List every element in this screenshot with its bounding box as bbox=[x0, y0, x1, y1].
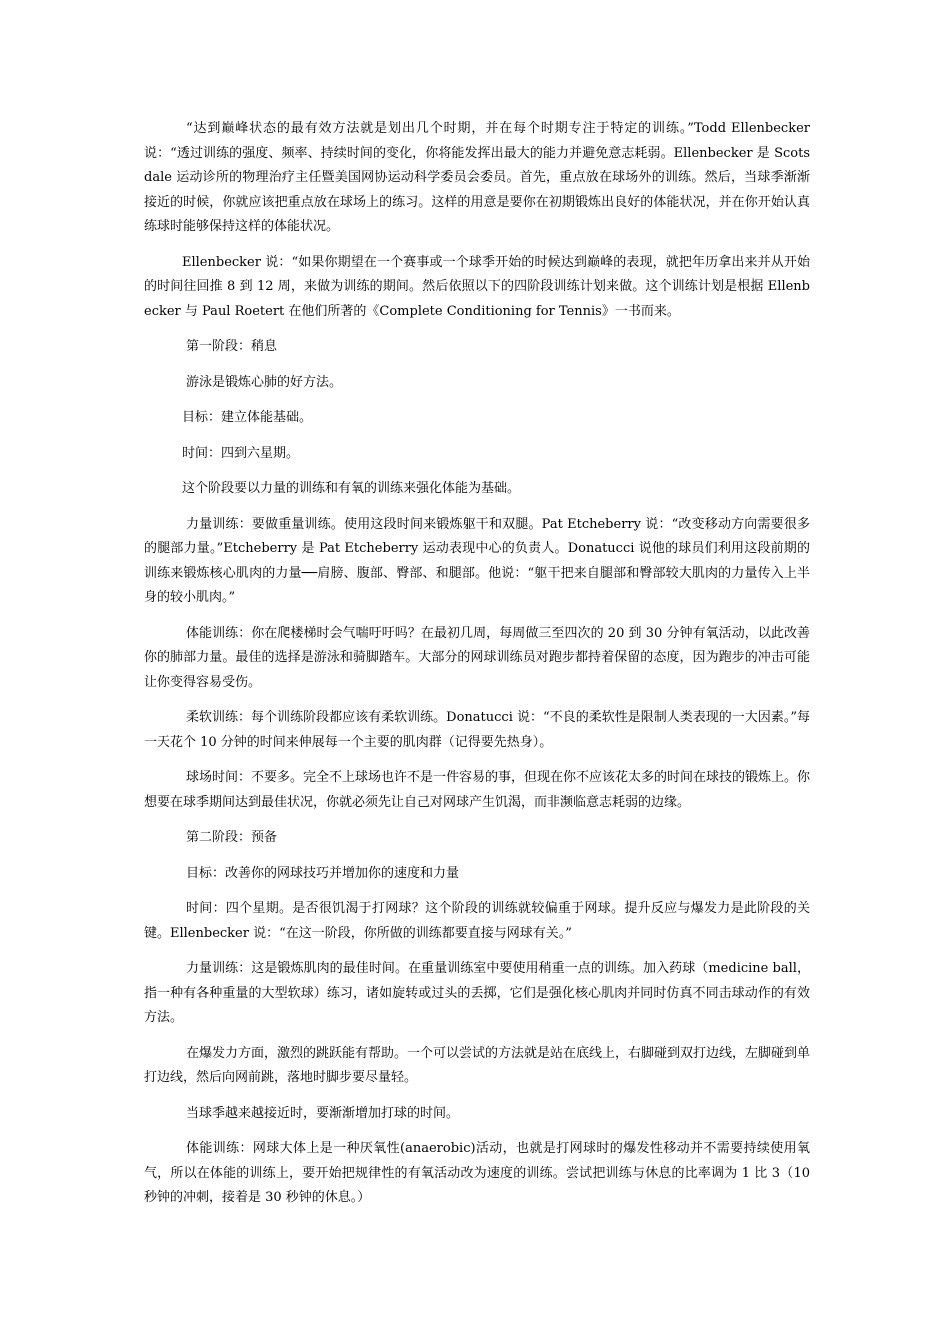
heading-phase-two: 第二阶段：预备 bbox=[186, 830, 278, 845]
paragraph-phase-one-conditioning: 体能训练：你在爬楼梯时会气喘吁吁吗？在最初几周，每周做三至四次的 20 到 30 分钟有氧活动，以此改善你的肺部力量。最佳的选择是游泳和骑脚踏车。大部分的网球训练员对跑步都持着保留的态度，因为跑步的冲击可能让你变得容易受伤。 bbox=[144, 625, 810, 690]
paragraph-intro-periodization: “达到巅峰状态的最有效方法就是划出几个时期，并在每个时期专注于特定的训练。”Todd Ellenbecker 说：“透过训练的强度、频率、持续时间的变化，你将能发挥出最大的能力并避免意志耗弱。Ellenbecker 是 Scotsdale 运动诊所的物理治疗主任暨美国网协运动科学委员会委员。首先，重点放在球场外的训练。然后，当球季渐渐接近的时候，你就应该把重点放在球场上的练习。这样的用意是要你在初期锻炼出良好的体能状况，并在你开始认真练球时能够保持这样的体能状况。 bbox=[144, 121, 810, 234]
paragraph-phase-one-court-time: 球场时间：不要多。完全不上球场也许不是一件容易的事，但现在你不应该花太多的时间在球技的锻炼上。你想要在球季期间达到最佳状况，你就必须先让自己对网球产生饥渴，而非濒临意志耗弱的边缘。 bbox=[144, 770, 811, 810]
paragraph-swimming: 游泳是锻炼心肺的好方法。 bbox=[186, 374, 343, 390]
paragraph-phase-one-flexibility: 柔软训练：每个训练阶段都应该有柔软训练。Donatucci 说：“不良的柔软性是限制人类表现的一大因素。”每一天花个 10 分钟的时间来伸展每一个主要的肌肉群（记得要先热身）。 bbox=[144, 710, 810, 750]
paragraph-phase-two-time: 时间：四个星期。是否很饥渴于打网球？这个阶段的训练就较偏重于网球。提升反应与爆发力是此阶段的关键。Ellenbecker 说：“在这一阶段，你所做的训练都要直接与网球有关。” bbox=[144, 901, 810, 941]
paragraph-phase-two-goal: 目标：改善你的网球技巧并增加你的速度和力量 bbox=[186, 865, 460, 881]
document-body bbox=[144, 117, 810, 1222]
paragraph-phase-two-conditioning: 体能训练：网球大体上是一种厌氧性(anaerobic)活动，也就是打网球时的爆发性移动并不需要持续使用氧气，所以在体能的训练上，要开始把规律性的有氧活动改为速度的训练。尝试把训练与休息的比率调为 1 比 3（10 秒钟的冲刺，接着是 30 秒钟的休息。） bbox=[144, 1141, 810, 1205]
paragraph-phase-two-more-play: 当球季越来越接近时，要渐渐增加打球的时间。 bbox=[186, 1105, 460, 1121]
paragraph-ellenbecker-plan: Ellenbecker 说：“如果你期望在一个赛事或一个球季开始的时候达到巅峰的表现，就把年历拿出来并从开始的时间往回推 8 到 12 周，来做为训练的期间。然后依照以下的四阶段训练计划来做。这个训练计划是根据 Ellenbecker 与 Paul Roetert 在他们所著的《Complete Conditioning for Tennis》一书而来。 bbox=[144, 254, 810, 319]
paragraph-phase-one-strength: 力量训练：要做重量训练。使用这段时间来锻炼躯干和双腿。Pat Etcheberry 说：“改变移动方向需要很多的腿部力量。”Etcheberry 是 Pat Etcheberry 运动表现中心的负责人。Donatucci 说他的球员们利用这段前期的训练来锻炼核心肌肉的力量──肩膀、腹部、臀部、和腿部。他说：“躯干把来自腿部和臀部较大肌肉的力量传入上半身的较小肌肉。” bbox=[144, 516, 810, 605]
paragraph-phase-one-goal: 目标：建立体能基础。 bbox=[182, 410, 313, 425]
paragraph-phase-two-power: 在爆发力方面，激烈的跳跃能有帮助。一个可以尝试的方法就是站在底线上，右脚碰到双打边线，左脚碰到单打边线，然后向网前跳，落地时脚步要尽量轻。 bbox=[144, 1045, 811, 1085]
paragraph-phase-two-strength: 力量训练：这是锻炼肌肉的最佳时间。在重量训练室中要使用稍重一点的训练。加入药球（medicine ball，指一种有各种重量的大型软球）练习，诸如旋转或过头的丢掷，它们是强化核心肌肉并同时仿真不同击球动作的有效方法。 bbox=[144, 961, 810, 1025]
paragraph-phase-one-time: 时间：四到六星期。 bbox=[182, 445, 300, 461]
paragraph-phase-one-focus: 这个阶段要以力量的训练和有氧的训练来强化体能为基础。 bbox=[182, 481, 521, 496]
heading-phase-one: 第一阶段：稍息 bbox=[186, 339, 278, 354]
